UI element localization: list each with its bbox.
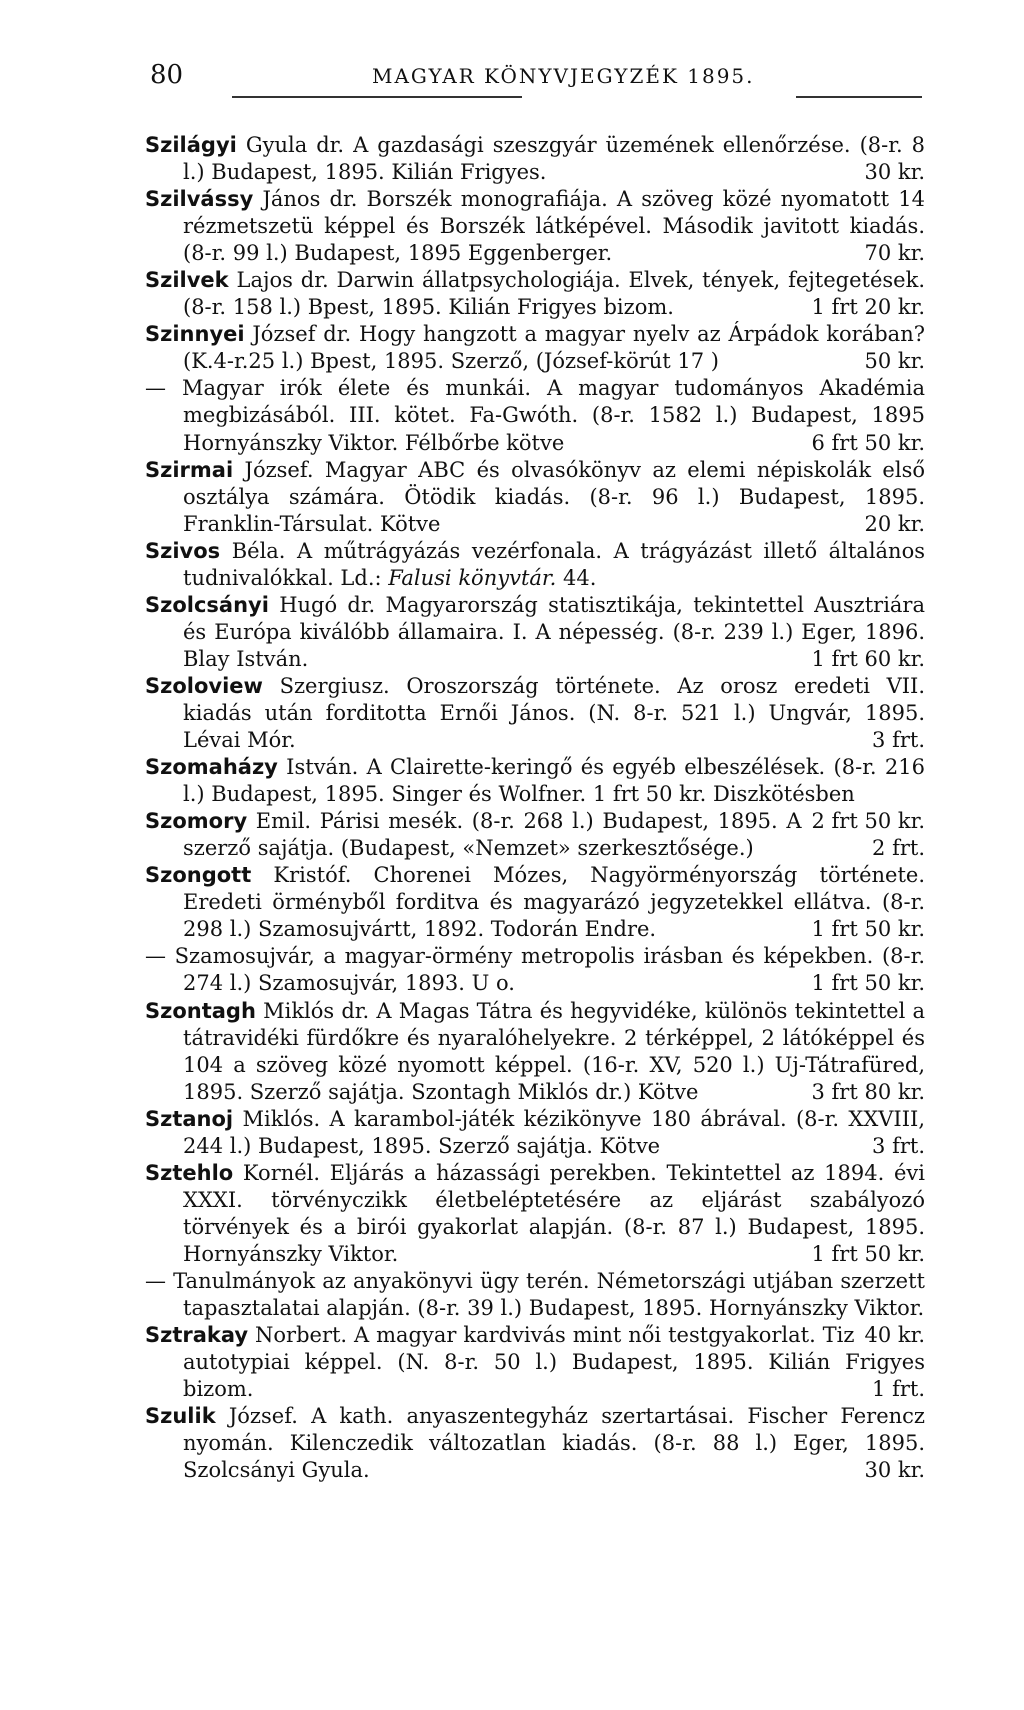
entry-author: Sztehlo [145,1160,234,1185]
catalog-entry [145,321,925,375]
catalog-entry [145,592,925,673]
catalog-entry [145,132,925,186]
entry-author: Szomaházy [145,755,278,780]
catalog-entry [145,943,925,997]
entry-text: József dr. Hogy hangzott a magyar nyelv az Árpádok korában? (K.4-r.25 l.) Bpest, 1895. Szerző, (József-körút 17 ) [183,322,925,374]
entry-author: Szomory [145,809,248,834]
entry-author: Szulik [145,1404,216,1429]
catalog-entry [145,538,925,592]
entry-author: Szongott [145,863,252,888]
entry-text: Kornél. Eljárás a házassági perekben. Tekintettel az 1894. évi XXXI. törvényczikk életbeléptetésére az eljárást szabályozó törvények és a birói gyakorlat alapján. (8-r. 87 l.) Budapest, 1895. Hornyánszky Viktor. [183,1160,925,1266]
entry-price: 2 frt. [872,836,925,861]
entry-price: 1 frt 20 kr. [811,295,925,320]
entry-price: 70 kr. [864,241,925,266]
entry-text: Miklós. A karambol-játék kézikönyve 180 ábrával. (8-r. XXVIII, 244 l.) Budapest, 1895. Szerző sajátja. Kötve [183,1106,925,1158]
entry-price: 3 frt. [872,728,925,753]
catalog-entry [145,186,925,267]
entry-text: Hugó dr. Magyarország statisztikája, tekintettel Ausztriára és Európa kiválóbb államaira. I. A népesség. (8-r. 239 l.) Eger, 1896. Blay István. [183,592,925,671]
catalog-entry [145,457,925,538]
entry-author: Szolcsányi [145,592,269,617]
running-title: MAGYAR KÖNYVJEGYZÉK 1895. [372,64,755,88]
entry-text: János dr. Borszék monografiája. A szöveg közé nyomatott 14 rézmetszetü képpel és Borszék látképével. Második javitott kiadás. (8-r. 99 l.) Budapest, 1895 Eggenberger. [183,187,925,266]
catalog-entry [145,862,925,943]
entry-price: 20 kr. [864,511,925,536]
entry-text: Szergiusz. Oroszország története. Az orosz eredeti VII. kiadás után forditotta Ernői János. (N. 8-r. 521 l.) Ungvár, 1895. Lévai Mór. [183,673,925,753]
catalog-entry [145,267,925,321]
entry-text: József. A kath. anyaszentegyház szertartásai. Fischer Ferencz nyomán. Kilenczedik változatlan kiadás. (8-r. 88 l.) Eger, 1895. Szolcsányi Gyula. [183,1404,925,1483]
header-rule-right [796,96,922,98]
catalog-entry [145,1106,925,1160]
entry-text: Kristóf. Chorenei Mózes, Nagyörményország története. Eredeti örményből forditva és magyarázó jegyzetekkel ellátva. (8-r. 298 l.) Szamosujvártt, 1892. Todorán Endre. [183,863,925,942]
catalog-entry [145,375,925,456]
catalog-entry [145,673,925,754]
entry-text: — Magyar irók élete és munkái. A magyar tudományos Akadémia megbizásából. III. kötet. Fa-Gwóth. (8-r. 1582 l.) Budapest, 1895 Hornyánszky Viktor. Félbőrbe kötve [145,376,925,455]
header-rule-left [232,96,522,98]
entry-text: István. A Clairette-keringő és egyéb elbeszélések. (8-r. 216 l.) Budapest, 1895. Singer és Wolfner. 1 frt 50 kr. Diszkötésben [183,755,925,807]
entry-price: 50 kr. [864,349,925,374]
entry-text: József. Magyar ABC és olvasókönyv az elemi népiskolák első osztálya számára. Ötödik kiadás. (8-r. 96 l.) Budapest, 1895. Franklin-Társulat. Kötve [183,457,925,536]
catalog-entry [145,1160,925,1268]
entry-author: Szilágyi [145,133,237,157]
entry-price: 2 frt 50 kr. [811,809,925,834]
entry-author: Szirmai [145,457,234,482]
entry-text-after: 44. [556,565,597,590]
entry-text: — Szamosujvár, a magyar-örmény metropolis irásban és képekben. (8-r. 274 l.) Szamosujvár, 1893. U o. [145,944,925,996]
entry-author: Szinnyei [145,322,245,347]
catalog-entries [145,132,925,1484]
page-header [150,60,930,100]
entry-price: 1 frt 50 kr. [811,971,925,996]
entry-text: Béla. A műtrágyázás vezérfonala. A trágyázást illető általános tudnivalókkal. Ld.: [183,538,925,590]
entry-text: Norbert. A magyar kardvivás mint női testgyakorlat. Tiz autotypiai képpel. (N. 8-r. 50 l.) Budapest, 1895. Kilián Frigyes bizom. [183,1323,925,1402]
entry-author: Szoloview [145,673,263,698]
entry-author: Szilvek [145,268,229,293]
entry-price: 40 kr. [864,1323,925,1348]
entry-price: 30 kr. [864,1458,925,1483]
entry-price: 1 frt 60 kr. [811,646,925,671]
entry-series: Falusi könyvtár. [388,565,557,590]
entry-price: 3 frt. [872,1133,925,1158]
entry-price: 1 frt 50 kr. [811,917,925,942]
entry-author: Sztrakay [145,1323,249,1348]
entry-price: 1 frt 50 kr. [811,1241,925,1266]
entry-price: 30 kr. [864,160,925,185]
entry-text: Lajos dr. Darwin állatpsychologiája. Elvek, tények, fejtegetések. (8-r. 158 l.) Bpest, 1895. Kilián Frigyes bizom. [183,268,925,320]
entry-price: 1 frt. [872,1377,925,1402]
entry-author: Szivos [145,538,221,563]
entry-author: Sztanoj [145,1106,234,1131]
entry-text: Emil. Párisi mesék. (8-r. 268 l.) Budapest, 1895. A szerző sajátja. (Budapest, «Nemzet» szerkesztősége.) [183,809,802,861]
catalog-entry [145,1322,925,1403]
entry-price: 6 frt 50 kr. [811,430,925,455]
catalog-entry [145,998,925,1106]
entry-author: Szilvássy [145,187,254,212]
entry-text: Miklós dr. A Magas Tátra és hegyvidéke, különös tekintettel a tátravidéki fürdőkre és nyaralóhelyekre. 2 térképpel, 2 látóképpel és 104 a szöveg közé nyomott képpel. (16-r. XV, 520 l.) Uj-Tátrafüred, 1895. Szerző sajátja. Szontagh Miklós dr.) Kötve [183,998,925,1104]
catalog-entry [145,1403,925,1484]
entry-price: 3 frt 80 kr. [811,1079,925,1104]
entry-author: Szontagh [145,998,256,1023]
page-number: 80 [150,60,184,90]
entry-text: — Tanulmányok az anyakönyvi ügy terén. Németországi utjában szerzett tapasztalatai alapján. (8-r. 39 l.) Budapest, 1895. Hornyánszky Viktor. [145,1268,925,1321]
entry-text: Gyula dr. A gazdasági szeszgyár üzemének ellenőrzése. (8-r. 8 l.) Budapest, 1895. Kilián Frigyes. [183,133,925,185]
catalog-entry [145,808,925,862]
